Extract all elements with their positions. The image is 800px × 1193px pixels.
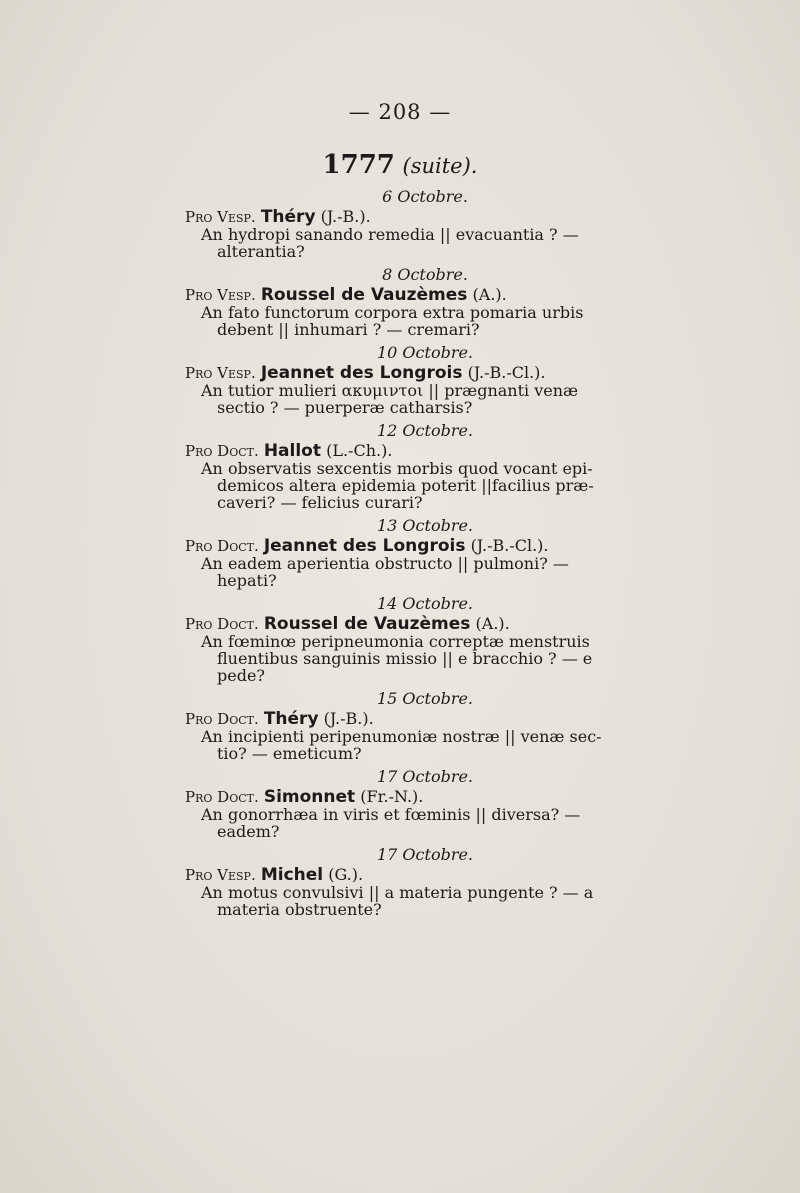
- entry-date: 17 Octobre.: [376, 845, 474, 864]
- entry-date: 8 Octobre.: [382, 265, 468, 284]
- entry-name: Roussel de Vauzèmes: [260, 285, 468, 305]
- entry-name: Théry: [260, 207, 316, 227]
- entry-heading: [185, 537, 655, 555]
- entry-role: Pro Doct.: [185, 442, 259, 460]
- entry-name: Jeannet des Longrois: [263, 536, 466, 556]
- entry-date: 14 Octobre.: [376, 594, 474, 613]
- question-line: demicos altera epidemia poterit ||facilius præ-: [217, 476, 594, 495]
- entry-role: Pro Vesp.: [185, 866, 256, 884]
- entry-initials: (J.-B.-Cl.).: [470, 536, 549, 555]
- thesis-entry: [185, 593, 655, 684]
- entry-role: Pro Vesp.: [185, 208, 256, 226]
- question-line: An observatis sexcentis morbis quod vocant epi-: [201, 459, 593, 478]
- entry-role: Pro Doct.: [185, 615, 259, 633]
- question-line: alterantia?: [217, 242, 305, 261]
- entry-name: Roussel de Vauzèmes: [263, 614, 471, 634]
- entry-initials: (Fr.-N.).: [360, 787, 424, 806]
- entry-heading: [185, 364, 655, 382]
- entry-role: Pro Doct.: [185, 788, 259, 806]
- entry-question: [185, 555, 655, 589]
- entry-initials: (L.-Ch.).: [326, 441, 393, 460]
- entry-name: Théry: [263, 709, 319, 729]
- question-line: An incipienti peripenumoniæ nostræ || venæ sec-: [201, 727, 602, 746]
- entry-heading: [185, 286, 655, 304]
- page-number: — 208 —: [348, 100, 452, 124]
- entry-question: [185, 226, 655, 260]
- entry-role: Pro Vesp.: [185, 364, 256, 382]
- question-line: caveri? — felicius curari?: [217, 493, 423, 512]
- thesis-entry: [185, 186, 655, 260]
- entry-role: Pro Vesp.: [185, 286, 256, 304]
- question-line: An motus convulsivi || a materia pungente ? — a: [201, 883, 594, 902]
- question-line: materia obstruente?: [217, 900, 382, 919]
- entry-heading: [185, 615, 655, 633]
- entry-question: [185, 884, 655, 918]
- thesis-list: [185, 186, 655, 922]
- thesis-entry: [185, 766, 655, 840]
- entry-initials: (J.-B.).: [323, 709, 374, 728]
- thesis-entry: [185, 515, 655, 589]
- entry-initials: (G.).: [328, 865, 364, 884]
- entry-question: [185, 460, 655, 511]
- thesis-entry: [185, 844, 655, 918]
- entry-date: 10 Octobre.: [376, 343, 474, 362]
- entry-question: [185, 806, 655, 840]
- entry-date: 15 Octobre.: [376, 689, 474, 708]
- entry-name: Hallot: [263, 441, 321, 461]
- question-line: debent || inhumari ? — cremari?: [217, 320, 480, 339]
- entry-date: 17 Octobre.: [376, 767, 474, 786]
- year-heading: [0, 150, 800, 180]
- entry-heading: [185, 208, 655, 226]
- thesis-entry: [185, 342, 655, 416]
- entry-date: 12 Octobre.: [376, 421, 474, 440]
- question-line: An gonorrhæa in viris et fœminis || diversa? —: [201, 805, 581, 824]
- question-line: An eadem aperientia obstructo || pulmoni? —: [201, 554, 569, 573]
- entry-date: 13 Octobre.: [376, 516, 474, 535]
- entry-heading: [185, 788, 655, 806]
- entry-heading: [185, 866, 655, 884]
- thesis-entry: [185, 688, 655, 762]
- question-line: eadem?: [217, 822, 280, 841]
- entry-date: 6 Octobre.: [382, 187, 468, 206]
- question-line: hepati?: [217, 571, 277, 590]
- entry-question: [185, 382, 655, 416]
- question-line: An hydropi sanando remedia || evacuantia ? —: [201, 225, 579, 244]
- entry-initials: (J.-B.).: [320, 207, 371, 226]
- entry-heading: [185, 442, 655, 460]
- entry-name: Jeannet des Longrois: [260, 363, 463, 383]
- entry-question: [185, 728, 655, 762]
- entry-question: [185, 304, 655, 338]
- question-line: An tutior mulieri ακυμιντοι || prægnanti venæ: [201, 381, 579, 400]
- question-line: sectio ? — puerperæ catharsis?: [217, 398, 473, 417]
- entry-initials: (A.).: [472, 285, 507, 304]
- entry-question: [185, 633, 655, 684]
- entry-name: Michel: [260, 865, 324, 885]
- entry-heading: [185, 710, 655, 728]
- question-line: pede?: [217, 666, 265, 685]
- question-line: tio? — emeticum?: [217, 744, 362, 763]
- question-line: An fato functorum corpora extra pomaria urbis: [201, 303, 584, 322]
- entry-name: Simonnet: [263, 787, 356, 807]
- entry-initials: (J.-B.-Cl.).: [467, 363, 546, 382]
- thesis-entry: [185, 420, 655, 511]
- question-line: fluentibus sanguinis missio || e bracchio ? — e: [217, 649, 593, 668]
- thesis-entry: [185, 264, 655, 338]
- year: 1777: [322, 150, 395, 180]
- question-line: An fœminœ peripneumonia correptæ menstruis: [201, 632, 590, 651]
- entry-role: Pro Doct.: [185, 710, 259, 728]
- entry-initials: (A.).: [475, 614, 510, 633]
- entry-role: Pro Doct.: [185, 537, 259, 555]
- suite-label: (suite).: [402, 154, 478, 178]
